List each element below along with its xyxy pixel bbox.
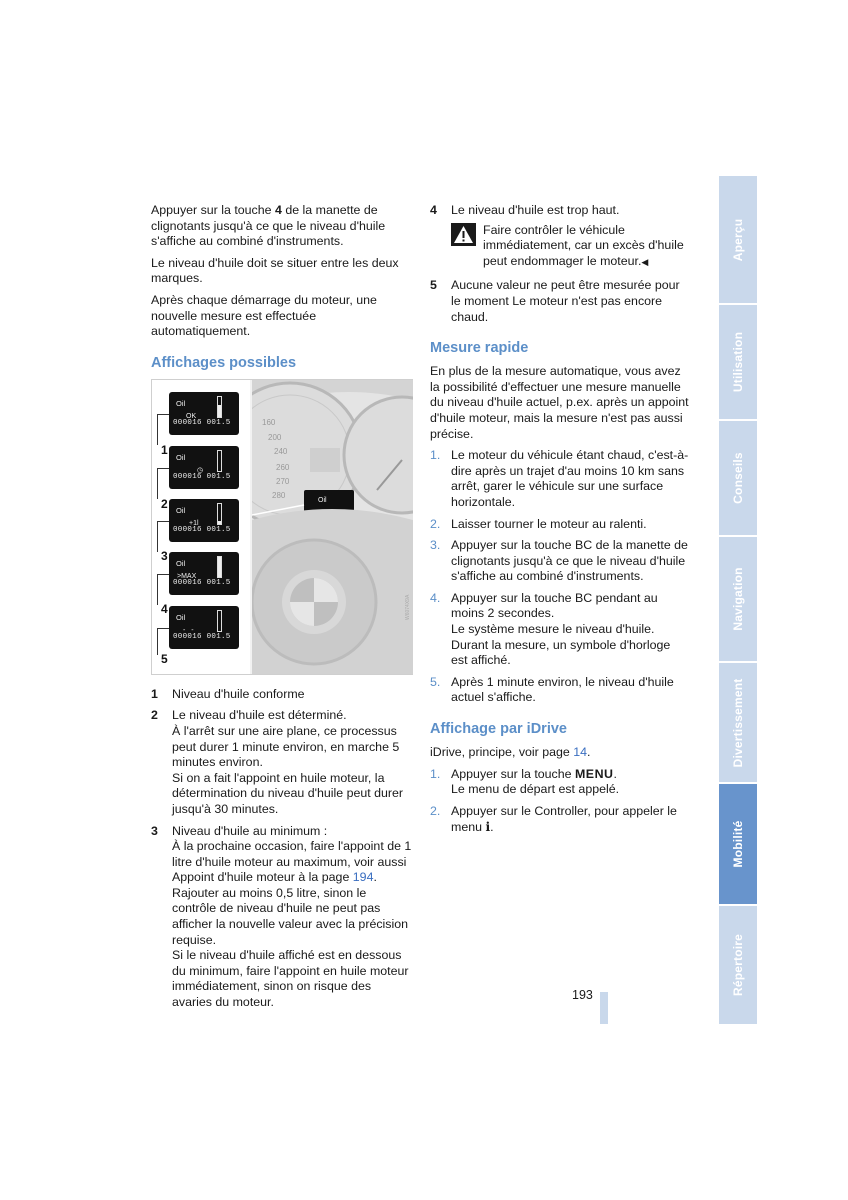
step-text: Le moteur du véhicule étant chaud, c'est-à-dire après un trajet d'au moins 10 km sans arrêt, garer le véhicule sur une surface horizontale. [451,448,689,509]
intro-paragraph-3: Après chaque démarrage du moteur, une nouvelle mesure est effectuée automatiquement. [151,292,377,339]
warning-icon [451,223,476,246]
odometer: 000016 001.5 [173,473,231,482]
end-mark-icon: ◀ [641,256,649,267]
item-text: Niveau d'huile au minimum : [172,823,328,838]
oil-display-5 [169,606,239,649]
oil-display-2 [169,446,239,489]
idrive-intro-text: iDrive, principe, voir page [430,745,574,760]
tab-navigation[interactable] [719,537,757,663]
step-item [430,538,690,585]
tab-mobilite[interactable] [719,784,757,906]
step-number: 5. [430,674,441,689]
oil-display-1 [169,392,239,435]
tab-apercu[interactable] [719,176,757,305]
oil-label: Oil [176,558,186,568]
idrive-steps [430,767,690,836]
page-number-bar [600,992,608,1024]
figure-code: W6074X9A [405,594,411,620]
item-text [172,839,413,886]
oil-bar [217,396,222,418]
intro-paragraph-2: Le niveau d'huile doit se situer entre les deux marques. [151,255,399,286]
display-status: OK [186,412,197,420]
intro-text: Appuyer sur la touche [151,203,275,217]
gauge-tick: 200 [268,432,282,442]
warning-text: Faire contrôler le véhicule immédiatement, car un excès d'huile peut endommager le moteur. [483,222,684,268]
status-list [151,687,413,1011]
status-list-continued [430,203,690,219]
list-item [151,824,413,1011]
step-text: . [490,820,494,835]
tab-label: Divertissement [731,678,745,767]
page-link[interactable]: 14 [573,745,588,760]
step-item [430,448,690,510]
odometer: 000016 001.5 [173,633,231,642]
step-text: Appuyer sur la touche BC de la manette de clignotants jusqu'à ce que le niveau d'huile s'affiche au combiné d'instruments. [451,538,688,584]
mesure-intro: En plus de la mesure automatique, vous avez la possibilité d'effectuer une mesure manuelle du niveau d'huile actuel, p.ex. après un appoint d'huile moteur, mais la mesure n'est pas aussi précise. [430,364,689,441]
intro-text: de la manette de clignotants jusqu'à ce que le niveau d'huile s'affiche au combiné d'instruments. [151,203,386,249]
clock-icon: ◷ [197,466,204,474]
key-label: 4 [274,203,282,217]
step-text: Le menu de départ est appelé. [451,782,620,797]
page-number: 193 [572,988,593,1002]
step-text [451,767,690,783]
tab-label: Navigation [731,567,745,631]
section-heading-idrive: Affichage par iDrive [430,721,567,738]
item-text: . [373,870,377,885]
instrument-cluster-illustration [252,380,413,674]
item-text: Rajouter au moins 0,5 litre, sinon le contrôle de niveau d'huile ne peut pas afficher la nouvelle valeur avec la précision requise. [172,885,409,947]
step-item [430,517,690,533]
step-number: 2. [430,516,441,531]
item-text: Si on a fait l'appoint en huile moteur, la détermination du niveau d'huile peut durer jusqu'à 30 minutes. [172,770,404,816]
tab-utilisation[interactable] [719,305,757,421]
display-status: - - [183,626,196,634]
item-number: 1 [151,686,158,701]
step-text: . [613,766,617,781]
item-text: À l'arrêt sur une aire plane, ce processus peut durer 1 minute environ, en marche 5 minutes environ. [172,723,400,770]
step-number: 4. [430,590,441,605]
item-number: 2 [151,708,158,723]
cluster-oil-label: Oil [318,496,327,504]
display-examples [152,380,250,674]
tab-label: Mobilité [731,820,745,868]
bracket-line [157,468,169,499]
tab-label: Conseils [731,452,745,504]
oil-label: Oil [176,398,186,408]
oil-bar [217,556,222,578]
step-item [430,675,690,706]
info-icon: i [485,819,491,835]
oil-display-4 [169,552,239,595]
item-text: Si le niveau d'huile affiché est en dessous du minimum, faire l'appoint en huile moteur immédiatement, sinon on risque des avaries du moteur. [172,948,409,1010]
step-item [430,767,690,798]
step-text: Durant la mesure, un symbole d'horloge est affiché. [451,637,671,668]
list-item [151,687,413,703]
step-item [430,591,690,669]
display-number: 2 [161,496,168,511]
tab-label: Utilisation [731,331,745,393]
idrive-intro [430,745,690,761]
oil-bar [217,610,222,632]
right-column [430,203,690,842]
display-number: 3 [161,548,168,563]
mesure-steps [430,448,690,706]
step-number: 1. [430,448,441,463]
tab-repertoire[interactable] [719,906,757,1024]
step-text: Le système mesure le niveau d'huile. [451,622,655,637]
tab-label: Répertoire [731,933,745,997]
step-number: 3. [430,538,441,553]
display-number: 4 [161,601,168,616]
section-heading-mesure-rapide: Mesure rapide [430,340,529,357]
oil-bar [217,450,222,472]
item-text: À la prochaine occasion, faire l'appoint de 1 litre d'huile moteur au maximum, voir aussi Appoint d'huile moteur à la page [172,839,412,885]
oil-label: Oil [176,505,186,515]
bracket-line [157,521,169,552]
odometer: 000016 001.5 [173,579,231,588]
tab-conseils[interactable] [719,421,757,537]
tab-label: Aperçu [731,218,745,261]
list-item [430,203,690,219]
left-column [151,203,413,1017]
gauge-tick: 260 [276,462,290,472]
item-number: 3 [151,823,158,838]
oil-bar [217,503,222,525]
odometer: 000016 001.5 [173,419,231,428]
item-number: 5 [430,278,437,293]
item-text: Niveau d'huile conforme [172,686,305,701]
gauge-tick: 280 [272,490,286,500]
item-text: Le niveau d'huile est déterminé. [172,708,347,723]
step-number: 1. [430,766,441,781]
instrument-cluster-photo [252,380,413,674]
step-item [430,804,690,836]
step-text: Après 1 minute environ, le niveau d'huile actuel s'affiche. [451,674,674,705]
bracket-line [157,628,169,655]
odometer: 000016 001.5 [173,526,231,535]
oil-label: Oil [176,452,186,462]
display-status: +1l [189,519,199,527]
gauge-tick: 270 [276,476,290,486]
tab-divertissement[interactable] [719,663,757,784]
page-link[interactable]: 194 [352,870,374,885]
item-text: Aucune valeur ne peut être mesurée pour le moment Le moteur n'est pas encore chaud. [451,278,680,324]
list-item [430,278,690,325]
intro-paragraph-1 [151,203,413,250]
gauge-tick: 160 [262,417,276,427]
bracket-line [157,574,169,605]
bracket-line [157,414,169,445]
step-text: Laisser tourner le moteur au ralenti. [451,516,647,531]
item-number: 4 [430,203,437,217]
display-number: 5 [161,651,168,666]
list-item [151,708,413,817]
section-heading-affichages: Affichages possibles [151,354,297,371]
oil-label: Oil [176,612,186,622]
step-text: Appuyer sur la touche [451,766,575,781]
step-text: Appuyer sur le Controller, pour appeler le menu [451,803,677,835]
status-list-continued-2 [430,278,690,325]
chapter-sidebar [719,176,757,1024]
step-number: 2. [430,803,441,818]
oil-display-3 [169,499,239,542]
idrive-intro-text: . [587,745,591,760]
warning-box [430,223,690,271]
oil-level-figure [151,379,413,675]
display-status: >MAX [177,572,197,580]
item-text: Le niveau d'huile est trop haut. [451,203,620,217]
display-number: 1 [161,442,168,457]
menu-key: MENU [574,766,614,781]
gauge-tick: 240 [274,446,288,456]
step-text: Appuyer sur la touche BC pendant au moins 2 secondes. [451,590,658,621]
